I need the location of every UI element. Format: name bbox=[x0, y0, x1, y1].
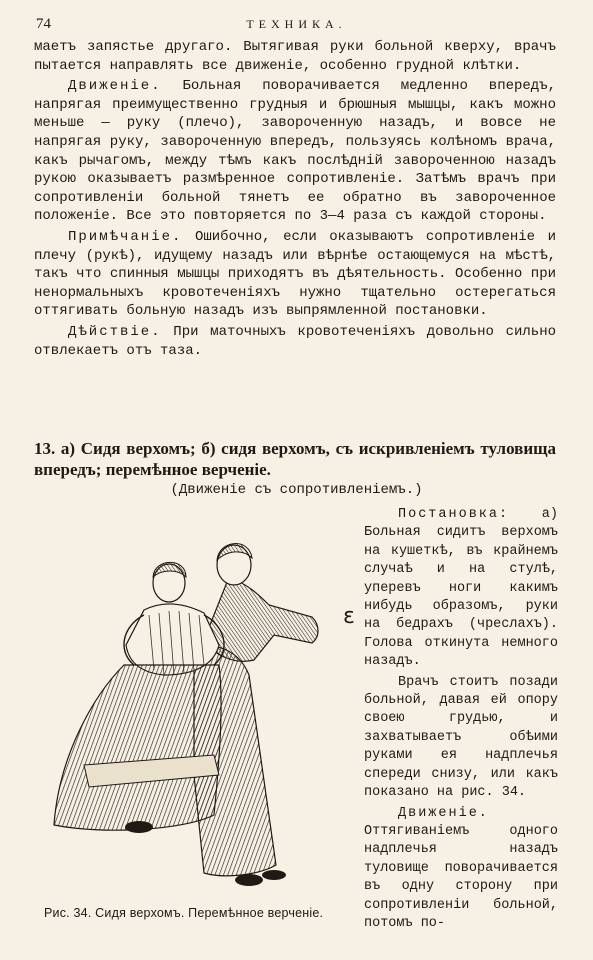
figure-illustration bbox=[44, 525, 354, 903]
page-number: 74 bbox=[36, 16, 51, 32]
paragraph bbox=[34, 38, 556, 75]
section-subheading: (Движенiе съ сопротивленiемъ.) bbox=[170, 482, 423, 498]
side-column-text bbox=[364, 506, 558, 935]
figure-caption: Рис. 34. Сидя верхомъ. Перемѣнное верченiе. bbox=[44, 906, 324, 920]
paragraph-text: а) Больная сидитъ верхомъ на кушеткѣ, въ крайнемъ случаѣ и на стулѣ, уперевъ ноги какимъ нибудь образомъ, руки на бедрахъ (чреслахъ). Голова откинута немного назадъ. bbox=[364, 507, 558, 670]
paragraph bbox=[34, 228, 556, 321]
paragraph-text: Врачъ стоитъ позади больной, давая ей опору своею грудью, и захватываетъ обѣими руками ея надплечья спереди снизу, или какъ показано на рис. 34. bbox=[364, 674, 558, 801]
paragraph bbox=[364, 506, 558, 672]
paragraph bbox=[34, 323, 556, 360]
paragraph-label: Дѣйствiе. bbox=[68, 323, 162, 340]
running-head bbox=[36, 16, 557, 36]
paragraph-text: При маточныхъ кровотеченiяхъ довольно сильно отвлекаетъ отъ таза. bbox=[34, 323, 556, 359]
paragraph-text: маетъ запястье другаго. Вытягивая руки больной кверху, врачъ пытается направлять все движенiе, особенно грудной клѣтки. bbox=[34, 39, 556, 74]
paragraph bbox=[364, 805, 558, 934]
paragraph-text: Больная поворачивается медленно впередъ, напрягая преимущественно грудныя и брюшныя мышцы, какъ можно меньше — руку (плечо), завороченную назадъ, и вовсе не напрягая руку, завороченную впередъ, пользуясь колѣномъ врача, какъ рычагомъ, между тѣмъ какъ послѣднiй завороченною назадъ рукою оказываетъ размѣренное сопротивленiе. Затѣмъ врачъ при сопротивленiи больной тянетъ ее обратно въ завороченное положенiе. Все это повторяется по 3—4 раза съ каждой стороны. bbox=[34, 78, 556, 225]
paragraph-label: Постановка: bbox=[398, 507, 510, 522]
margin-mark: ɛ bbox=[343, 604, 355, 629]
paragraph bbox=[364, 674, 558, 803]
paragraph bbox=[34, 77, 556, 226]
section-heading: 13. а) Сидя верхомъ; б) сидя верхомъ, съ искривленiемъ туловища впередъ; перемѣнное верченiе. bbox=[34, 439, 556, 479]
paragraph-label: Движенiе. bbox=[398, 805, 489, 821]
paragraph-label: Движенiе. bbox=[68, 78, 162, 95]
body-text bbox=[34, 38, 556, 362]
engraving-illustration bbox=[44, 525, 354, 903]
paragraph-text: Оттягиванiемъ одного надплечья назадъ туловище поворачивается въ одну сторону при сопротивленiи больной, потомъ по- bbox=[364, 823, 558, 931]
paragraph-text: Ошибочно, если оказываютъ сопротивленiе и плечу (рукѣ), идущему назадъ или вѣрнѣе остающемуся на мѣстѣ, такъ что спинныя мышцы приходятъ въ дѣятельность. Особенно при ненормальныхъ кровотеченiяхъ нужно тщательно остерегаться оттягивать больную назадъ изъ выпрямленной постановки. bbox=[34, 228, 556, 320]
running-title: ТЕХНИКА. bbox=[246, 17, 347, 31]
paragraph-label: Примѣчанiе. bbox=[68, 228, 183, 245]
